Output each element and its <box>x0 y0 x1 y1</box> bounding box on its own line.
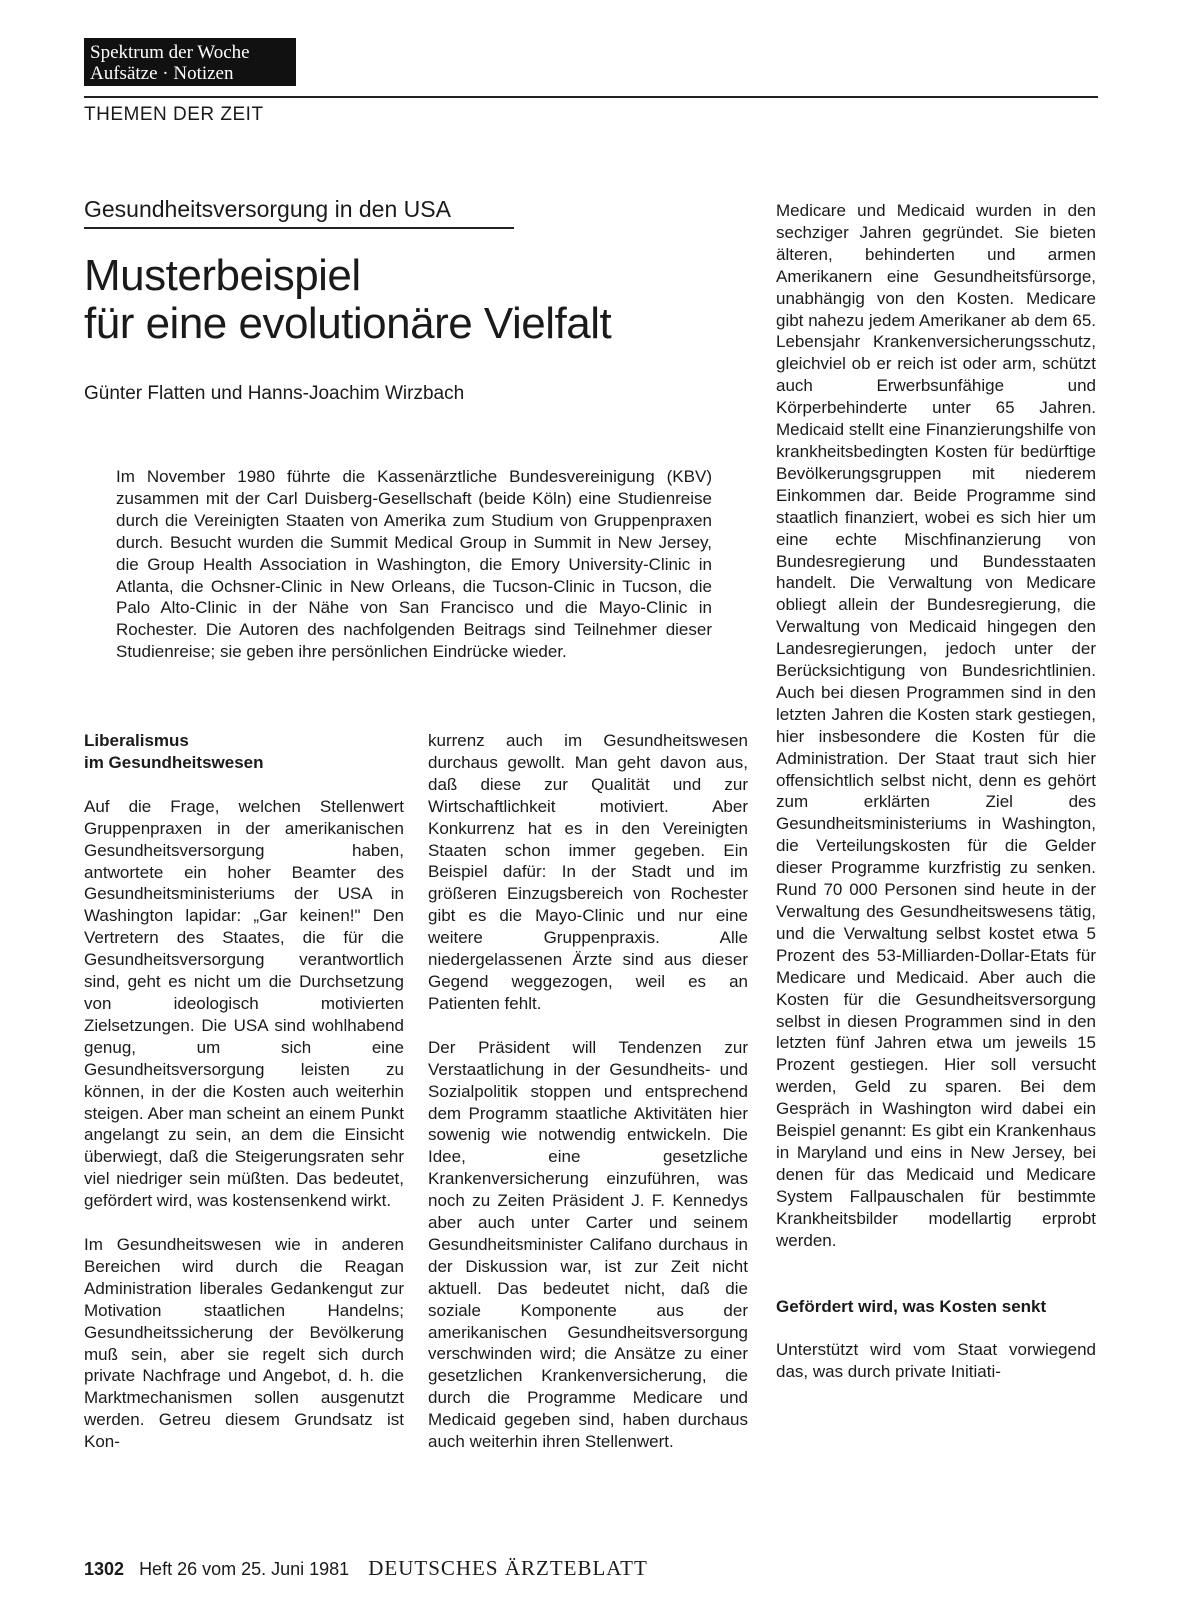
paragraph: Im Gesundheitswesen wie in anderen Bereichen wird durch die Reagan Administration liberales Gedankengut zur Motivation staatlichen Handelns; Gesundheitssicherung der Bevölkerung muß sein, aber sie regelt sich durch private Nachfrage und Angebot, d. h. die Marktmechanismen sollen ausgenutzt werden. Getreu diesem Grundsatz ist Kon- <box>84 1235 404 1452</box>
issue-info: Heft 26 vom 25. Juni 1981 <box>139 1559 350 1579</box>
column-1 <box>84 730 404 1453</box>
authors: Günter Flatten und Hanns-Joachim Wirzbach <box>84 383 465 404</box>
subhead-line2: im Gesundheitswesen <box>84 752 264 772</box>
paragraph: kurrenz auch im Gesundheitswesen durchaus gewollt. Man geht davon aus, daß diese zur Qualität und zur Wirtschaftlichkeit motiviert. Aber Konkurrenz hat es in den Vereinigten Staaten schon immer gegeben. Ein Beispiel dafür: In der Stadt und im größeren Einzugsbereich von Rochester gibt es die Mayo-Clinic und nur eine weitere Gruppenpraxis. Alle niedergelassenen Ärzte sind aus dieser Gegend weggezogen, weil es an Patienten fehlt. <box>428 731 748 1013</box>
section-label-line1: Spektrum der Woche <box>90 42 250 63</box>
top-rule-divider <box>84 96 1098 98</box>
page-number: 1302 <box>84 1559 125 1579</box>
section-label-line2: Aufsätze · Notizen <box>90 63 234 84</box>
subhead-kosten: Gefördert wird, was Kosten senkt <box>776 1296 1047 1316</box>
paragraph: Auf die Frage, welchen Stellenwert Gruppenpraxen in der amerikanischen Gesundheitsversorgung haben, antwortete ein hoher Beamter des Gesundheitsministeriums der USA in Washington lapidar: „Gar keinen!" Den Vertretern des Staates, die für die Gesundheitsversorgung verantwortlich sind, geht es nicht um die Durchsetzung von ideologisch motivierten Zielsetzungen. Die USA sind wohlhabend genug, um sich eine Gesundheitsversorgung leisten zu können, in der die Kosten auch weiterhin steigen. Aber man scheint an einem Punkt angelangt zu sein, an dem die Einsicht überwiegt, daß die Steigerungsraten sehr viel niedriger sein müßten. Das bedeutet, gefördert wird, was kostensenkend wirkt. <box>84 796 404 1211</box>
headline-line2: für eine evolutionäre Vielfalt <box>84 299 612 348</box>
column-3 <box>776 200 1096 1383</box>
subhead-liberalismus <box>84 730 404 774</box>
paragraph: Unterstützt wird vom Staat vorwiegend das, was durch private Initiati- <box>776 1340 1096 1382</box>
paragraph: Medicare und Medicaid wurden in den sechziger Jahren gegründet. Sie bieten älteren, behinderten und armen Amerikanern eine Gesundheitsfürsorge, unabhängig von den Kosten. Medicare gibt nahezu jedem Amerikaner ab dem 65. Lebensjahr Krankenversicherungsschutz, gleichviel ob er reich ist oder arm, schützt auch Erwerbsunfähige und Körperbehinderte unter 65 Jahren. Medicaid stellt eine Finanzierungshilfe von krankheitsbedingten Kosten für bedürftige Bevölkerungsgruppen mit niederem Einkommen dar. Beide Programme sind staatlich finanziert, wobei es sich hier um eine echte Mischfinanzierung von Bundesregierung und Bundesstaaten handelt. Die Verwaltung von Medicare obliegt allein der Bundesregierung, die Verwaltung von Medicaid hingegen den Landesregierungen, jedoch unter der Berücksichtigung von Bundesrichtlinien. Auch bei diesen Programmen sind in den letzten Jahren die Kosten stark gestiegen, hier insbesondere die Kosten für die Administration. Der Staat traut sich hier offensichtlich selbst nicht, denn es gehört zum erklärten Ziel des Gesundheitsministeriums in Washington, die Verteilungskosten für die Gelder dieser Programme kurzfristig zu senken. Rund 70 000 Personen sind heute in der Verwaltung des Gesundheitswesens tätig, und die Verwaltung selbst kostet etwa 5 Prozent des 53-Milliarden-Dollar-Etats für Medicare und Medicaid. Aber auch die Kosten für die Gesundheitsversorgung selbst in diesen Programmen sind in den letzten fünf Jahren etwa um jeweils 15 Prozent gestiegen. Hier soll versucht werden, Geld zu sparen. Bei dem Gespräch in Washington wird dabei ein Beispiel genannt: Es gibt ein Krankenhaus in Maryland und eins in New Jersey, bei denen für das Medicaid und Medicare System Fallpauschalen für bestimmte Krankheitsbilder modellartig erprobt werden. <box>776 201 1096 1250</box>
journal-name: DEUTSCHES ÄRZTEBLATT <box>368 1556 648 1580</box>
column-2 <box>428 730 748 1453</box>
page-footer <box>84 1556 648 1581</box>
rubric: THEMEN DER ZEIT <box>84 104 264 125</box>
headline-line1: Musterbeispiel <box>84 251 361 300</box>
paragraph: Der Präsident will Tendenzen zur Verstaatlichung in der Gesundheits- und Sozialpolitik stoppen und entsprechend dem Programm staatliche Aktivitäten hier sowenig wie notwendig entwickeln. Die Idee, eine gesetzliche Krankenversicherung einzuführen, was noch zu Zeiten Präsident J. F. Kennedys aber auch unter Carter und seinem Gesundheitsminister Califano durchaus in der Diskussion war, ist zur Zeit nicht aktuell. Das bedeutet nicht, daß die soziale Komponente aus der amerikanischen Gesundheitsversorgung verschwinden wird; die Ansätze zu einer gesetzlichen Krankenversicherung, die durch die Programme Medicare und Medicaid gegeben sind, haben durchaus auch weiterhin ihren Stellenwert. <box>428 1037 748 1452</box>
headline <box>84 252 724 348</box>
section-label-box <box>84 38 296 86</box>
lead-paragraph: Im November 1980 führte die Kassenärztliche Bundesvereinigung (KBV) zusammen mit der Carl Duisberg-Gesellschaft (beide Köln) eine Studienreise durch die Vereinigten Staaten von Amerika zum Studium von Gruppenpraxen durch. Besucht wurden die Summit Medical Group in Summit in New Jersey, die Group Health Association in Washington, die Emory University-Clinic in Atlanta, die Ochsner-Clinic in New Orleans, die Tucson-Clinic in Tucson, die Palo Alto-Clinic in der Nähe von San Francisco und die Mayo-Clinic in Rochester. Die Autoren des nachfolgenden Beitrags sind Teilnehmer dieser Studienreise; sie geben ihre persönlichen Eindrücke wieder. <box>116 467 712 662</box>
subhead-line1: Liberalismus <box>84 731 189 750</box>
kicker: Gesundheitsversorgung in den USA <box>84 196 514 229</box>
